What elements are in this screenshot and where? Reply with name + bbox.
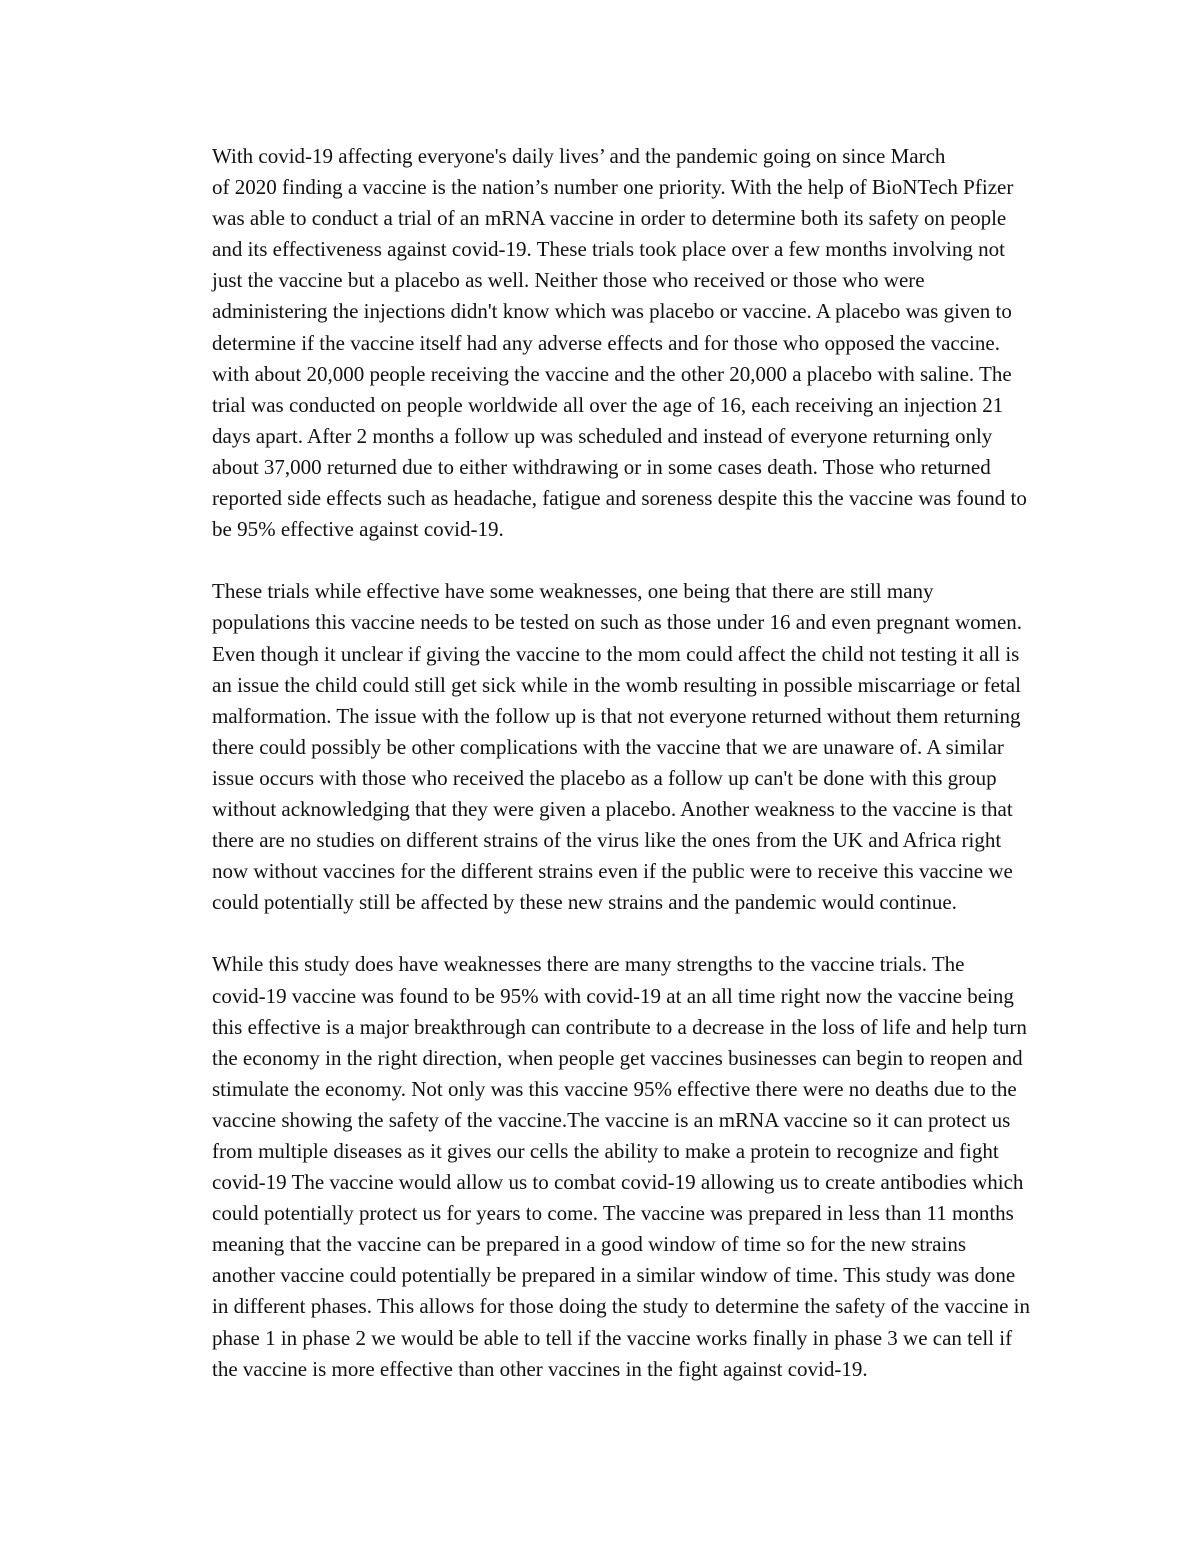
paragraph-2 [140,576,1060,918]
paragraph-line: trial was conducted on people worldwide all over the age of 16, each receiving an injection 21 [212,392,1004,417]
paragraph-line: from multiple diseases as it gives our cells the ability to make a protein to recognize and fight [212,1139,999,1163]
paragraph-line: With covid-19 affecting everyone's daily lives’ and the pandemic going on since March [212,144,946,168]
paragraph-1 [140,141,1060,545]
paragraph-line: an issue the child could still get sick while in the womb resulting in possible miscarriage or fetal [212,672,1021,697]
paragraph-line: about 37,000 returned due to either withdrawing or in some cases death. Those who returned [212,454,991,479]
paragraph-3 [140,949,1060,1384]
paragraph-line: covid-19 vaccine was found to be 95% with covid-19 at an all time right now the vaccine being [212,983,1014,1008]
paragraph-line: could potentially still be affected by these new strains and the pandemic would continue. [212,890,957,915]
paragraph-line: determine if the vaccine itself had any adverse effects and for those who opposed the vaccine. [212,330,1000,355]
paragraph-line: malformation. The issue with the follow up is that not everyone returned without them returning [212,703,1021,728]
paragraph-line: populations this vaccine needs to be tested on such as those under 16 and even pregnant women. [212,610,1023,635]
paragraph-line: in different phases. This allows for those doing the study to determine the safety of the vaccine in [212,1294,1031,1319]
paragraph-line: without acknowledging that they were given a placebo. Another weakness to the vaccine is that [212,796,1013,821]
paragraph-line: Even though it unclear if giving the vaccine to the mom could affect the child not testing it all is [212,641,1020,666]
paragraph-line: with about 20,000 people receiving the vaccine and the other 20,000 a placebo with saline. The [212,361,1012,386]
paragraph-line: reported side effects such as headache, fatigue and soreness despite this the vaccine was found to [212,486,1027,511]
paragraph-line: and its effectiveness against covid-19. These trials took place over a few months involving not [212,237,1005,262]
paragraph-line: be 95% effective against covid-19. [212,517,504,542]
paragraph-line: vaccine showing the safety of the vaccine.The vaccine is an mRNA vaccine so it can protect us [212,1107,1011,1132]
paragraph-line: While this study does have weaknesses there are many strengths to the vaccine trials. The [212,952,965,977]
paragraph-line: covid-19 The vaccine would allow us to combat covid-19 allowing us to create antibodies which [212,1170,1024,1195]
paragraph-line: of 2020 finding a vaccine is the nation’s number one priority. With the help of BioNTech Pfizer [212,175,1014,200]
paragraph-line: another vaccine could potentially be prepared in a similar window of time. This study was done [212,1263,1016,1288]
paragraph-line: was able to conduct a trial of an mRNA vaccine in order to determine both its safety on people [212,206,1007,231]
paragraph-line: meaning that the vaccine can be prepared in a good window of time so for the new strains [212,1232,967,1257]
paragraph-line: issue occurs with those who received the placebo as a follow up can't be done with this group [212,765,997,790]
paragraph-line: the economy in the right direction, when people get vaccines businesses can begin to reopen and [212,1045,1023,1070]
paragraph-line: this effective is a major breakthrough can contribute to a decrease in the loss of life and help turn [212,1014,1027,1039]
paragraph-line: stimulate the economy. Not only was this vaccine 95% effective there were no deaths due to the [212,1076,1017,1101]
paragraph-line: now without vaccines for the different strains even if the public were to receive this vaccine we [212,859,1013,884]
paragraph-line: phase 1 in phase 2 we would be able to tell if the vaccine works finally in phase 3 we can tell if [212,1325,1013,1350]
paragraph-line: the vaccine is more effective than other vaccines in the fight against covid-19. [212,1356,868,1381]
paragraph-line: there are no studies on different strains of the virus like the ones from the UK and Africa right [212,828,1002,853]
paragraph-line: days apart. After 2 months a follow up was scheduled and instead of everyone returning only [212,423,993,448]
paragraph-line: could potentially protect us for years to come. The vaccine was prepared in less than 11 months [212,1201,1014,1226]
paragraph-line: there could possibly be other complications with the vaccine that we are unaware of. A similar [212,734,1004,759]
document-body [140,141,1060,1416]
paragraph-line: just the vaccine but a placebo as well. Neither those who received or those who were [212,268,925,293]
paragraph-line: These trials while effective have some weaknesses, one being that there are still many [212,579,934,604]
paragraph-line: administering the injections didn't know which was placebo or vaccine. A placebo was given to [212,299,1012,324]
